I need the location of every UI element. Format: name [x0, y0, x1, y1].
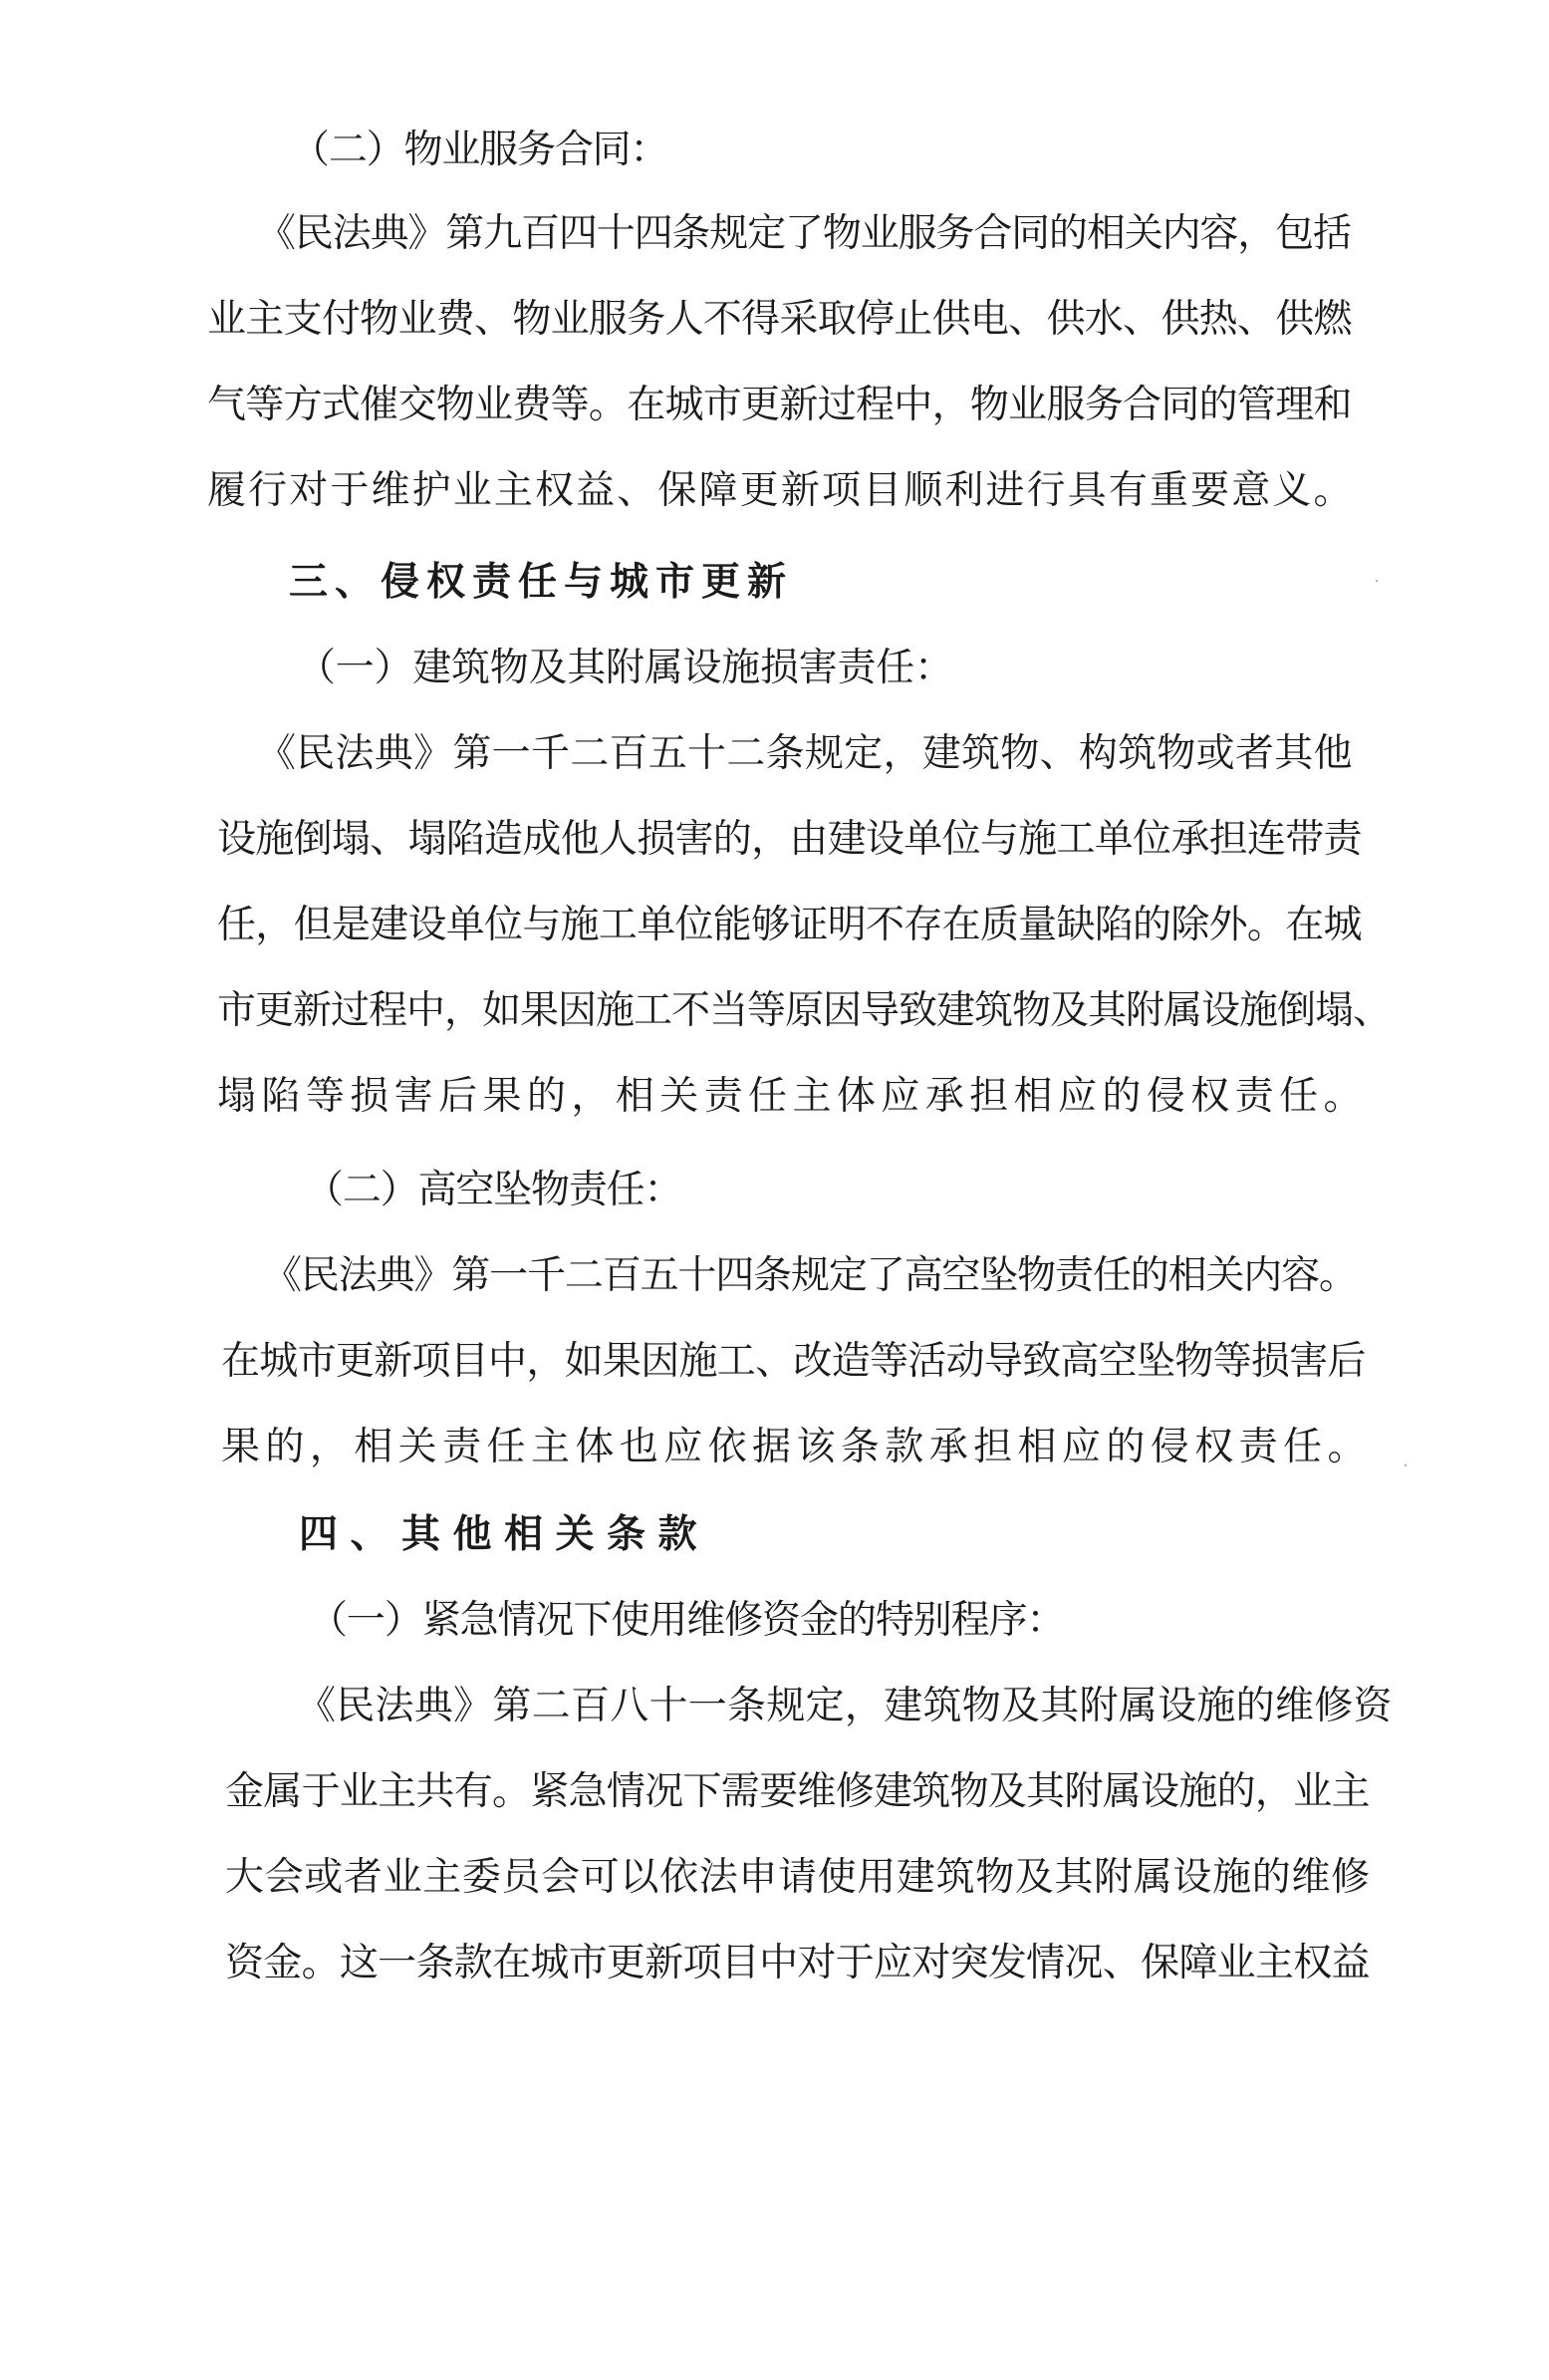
scan-speck [1405, 1464, 1407, 1466]
subheading-emergency-maintenance-fund: （一）紧急情况下使用维修资金的特别程序： [309, 1598, 1065, 1643]
paragraph-line: 塌陷等损害后果的，相关责任主体应承担相应的侵权责任。 [217, 1074, 1368, 1119]
subheading-building-damage-liability: （一）建筑物及其附属设施损害责任： [297, 646, 953, 690]
paragraph-line: 《民法典》第一千二百五十四条规定了高空坠物责任的相关内容。 [263, 1253, 1357, 1298]
paragraph-line: 履行对于维护业主权益、保障更新项目顺利进行具有重要意义。 [207, 468, 1355, 513]
paragraph-line: 《民法典》第一千二百五十二条规定，建筑物、构筑物或者其他 [257, 731, 1353, 776]
paragraph-line: 气等方式催交物业费等。在城市更新过程中，物业服务合同的管理和 [207, 383, 1352, 427]
paragraph-line: 任，但是建设单位与施工单位能够证明不存在质量缺陷的除外。在城 [217, 903, 1362, 947]
section-heading-other-provisions: 四、其他相关条款 [299, 1512, 710, 1557]
subheading-falling-objects-liability: （二）高空坠物责任： [305, 1168, 682, 1212]
paragraph-line: 大会或者业主委员会可以依法申请使用建筑物及其附属设施的维修 [225, 1855, 1371, 1900]
paragraph-line: 在城市更新项目中，如果因施工、改造等活动导致高空坠物等损害后 [221, 1339, 1366, 1384]
paragraph-line: 金属于业主共有。紧急情况下需要维修建筑物及其附属设施的，业主 [225, 1769, 1370, 1814]
subheading-property-service-contract: （二）物业服务合同： [291, 128, 668, 172]
paragraph-line: 《民法典》第九百四十四条规定了物业服务合同的相关内容，包括 [257, 211, 1351, 256]
paragraph-line: 市更新过程中，如果因施工不当等原因导致建筑物及其附属设施倒塌、 [217, 988, 1392, 1033]
scan-speck [1376, 580, 1378, 582]
paragraph-line: 果的，相关责任主体也应依据该条款承担相应的侵权责任。 [221, 1425, 1372, 1469]
section-heading-tort-liability: 三、侵权责任与城市更新 [289, 560, 794, 605]
paragraph-line: 设施倒塌、塌陷造成他人损害的，由建设单位与施工单位承担连带责 [217, 817, 1362, 862]
paragraph-line: 资金。这一条款在城市更新项目中对于应对突发情况、保障业主权益 [225, 1941, 1370, 1985]
paragraph-line: 《民法典》第二百八十一条规定，建筑物及其附属设施的维修资 [297, 1684, 1393, 1728]
paragraph-line: 业主支付物业费、物业服务人不得采取停止供电、供水、供热、供燃 [207, 297, 1352, 342]
